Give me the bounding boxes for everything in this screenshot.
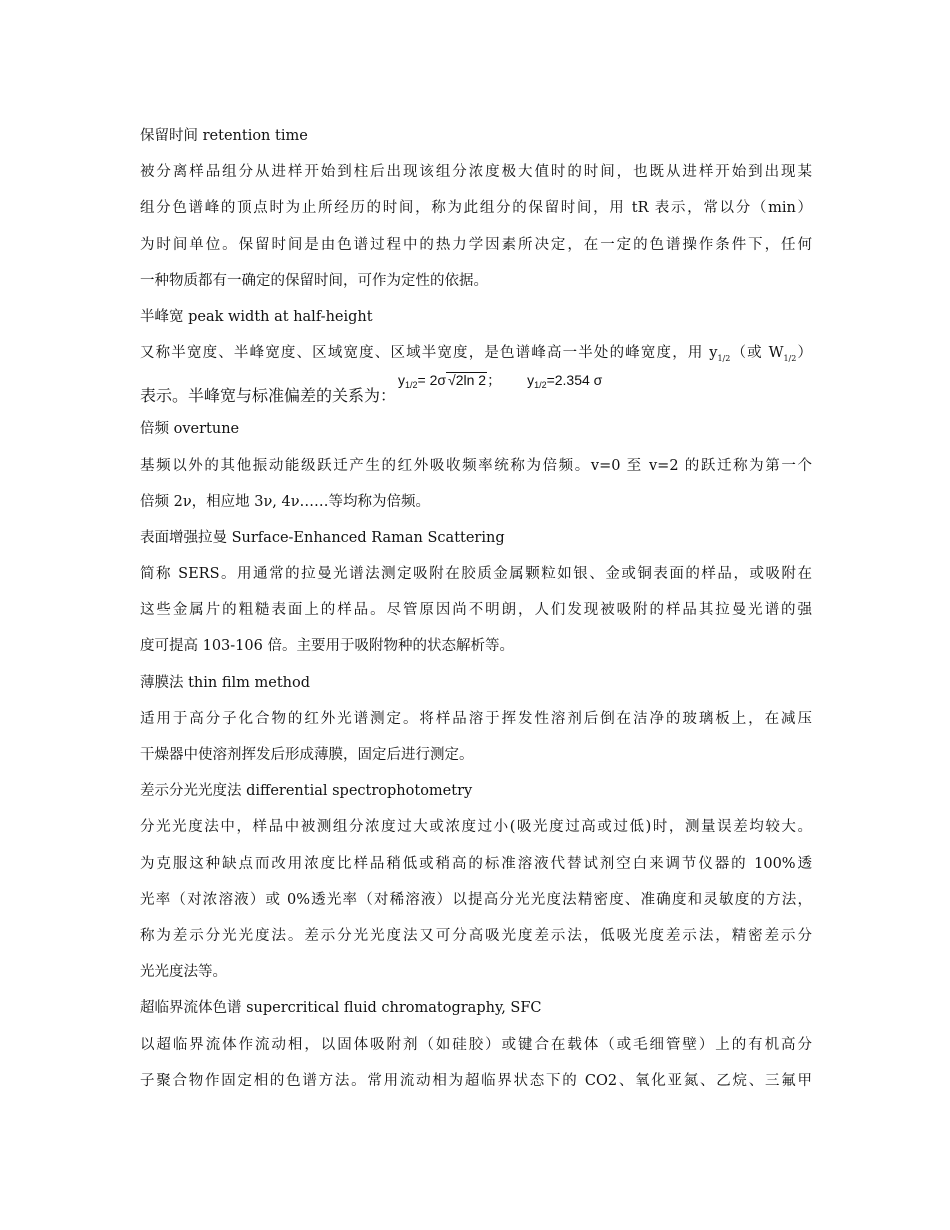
- half-width-formula: [398, 371, 602, 394]
- term-heading: 薄膜法 thin film method: [140, 674, 311, 691]
- sqrt-sign: √: [448, 372, 456, 389]
- formula-line: [140, 371, 812, 411]
- paragraph-line: 度可提高 103-106 倍。主要用于吸附物种的状态解析等。: [140, 638, 514, 655]
- paragraph-line: 被分离样品组分从进样开始到柱后出现该组分浓度极大值时的时间，也既从进样开始到出现某: [140, 164, 812, 181]
- paragraph-line: 光光度法等。: [140, 964, 227, 981]
- paragraph-line: 一种物质都有一确定的保留时间，可作为定性的依据。: [140, 272, 488, 289]
- subscript: 1/2: [405, 380, 418, 391]
- paragraph-line: 子聚合物作固定相的色谱方法。常用流动相为超临界状态下的 CO2、氧化亚氮、乙烷、三氟甲: [140, 1072, 812, 1089]
- paragraph-line: 以超临界流体作流动相，以固体吸附剂（如硅胶）或键合在载体（或毛细管壁）上的有机高分: [140, 1036, 812, 1053]
- term-heading: 倍频 overtune: [140, 421, 240, 438]
- paragraph-line: 为克服这种缺点而改用浓度比样品稍低或稍高的标准溶液代替试剂空白来调节仪器的 100%透: [140, 855, 812, 872]
- paragraph-line: [140, 335, 812, 371]
- paragraph-line: 称为差示分光光度法。差示分光光度法又可分高吸光度差示法，低吸光度差示法，精密差示分: [140, 927, 812, 944]
- paragraph-line: 分光光度法中，样品中被测组分浓度过大或浓度过小(吸光度过高或过低)时，测量误差均较大。: [140, 819, 812, 836]
- symbol-y: y: [527, 372, 535, 389]
- paragraph-line: 组分色谱峰的顶点时为止所经历的时间，称为此组分的保留时间，用 tR 表示，常以分（min）: [140, 200, 812, 217]
- term-heading: 表面增强拉曼 Surface-Enhanced Raman Scattering: [140, 529, 505, 546]
- paragraph-line: 为时间单位。保留时间是由色谱过程中的热力学因素所决定，在一定的色谱操作条件下，任何: [140, 236, 812, 253]
- term-heading: 差示分光光度法 differential spectrophotometry: [140, 783, 473, 800]
- paragraph-line: 干燥器中使溶剂挥发后形成薄膜，固定后进行测定。: [140, 747, 474, 763]
- formula-separator: ；: [487, 372, 502, 389]
- subscript: 1/2: [534, 380, 547, 391]
- paragraph-text: 又称半宽度、半峰宽度、区域宽度、区域半宽度，是色谱峰高一半处的峰宽度，用: [140, 345, 710, 362]
- paragraph-text: ）: [796, 345, 812, 362]
- paragraph-line: 光率（对浓溶液）或 0%透光率（对稀溶液）以提高分光光度法精密度、准确度和灵敏度的方法，: [140, 891, 812, 908]
- subscript: 1/2: [783, 354, 797, 364]
- sqrt-radicand: [446, 372, 487, 387]
- paragraph-line: 简称 SERS。用通常的拉曼光谱法测定吸附在胶质金属颗粒如银、金或铜表面的样品，或吸附在: [140, 566, 812, 583]
- term-heading: 半峰宽 peak width at half-height: [140, 308, 373, 325]
- symbol-y: y: [709, 345, 718, 362]
- paragraph-line: 这些金属片的粗糙表面上的样品。尽管原因尚不明朗，人们发现被吸附的样品其拉曼光谱的强: [140, 602, 812, 619]
- paragraph-line: 倍频 2ν，相应地 3ν, 4ν……等均称为倍频。: [140, 493, 431, 510]
- formula-equals: = 2σ: [417, 372, 447, 389]
- paragraph-line: 基频以外的其他振动能级跃迁产生的红外吸收频率统称为倍频。v=0 至 v=2 的跃迁称为第一个: [140, 457, 812, 474]
- sqrt-value: 2ln 2: [455, 372, 487, 389]
- paragraph-text: 表示。半峰宽与标准偏差的关系为：: [140, 386, 397, 406]
- term-heading: 保留时间 retention time: [140, 128, 308, 144]
- paragraph-line: 适用于高分子化合物的红外光谱测定。将样品溶于挥发性溶剂后倒在洁净的玻璃板上，在减压: [140, 710, 812, 727]
- paragraph-text: （或 W: [730, 345, 784, 362]
- subscript: 1/2: [717, 354, 731, 364]
- term-heading: 超临界流体色谱 supercritical fluid chromatography, SFC: [140, 1000, 542, 1017]
- formula-equals: =2.354 σ: [546, 372, 603, 389]
- document-page: [140, 118, 812, 1099]
- symbol-y: y: [398, 372, 405, 389]
